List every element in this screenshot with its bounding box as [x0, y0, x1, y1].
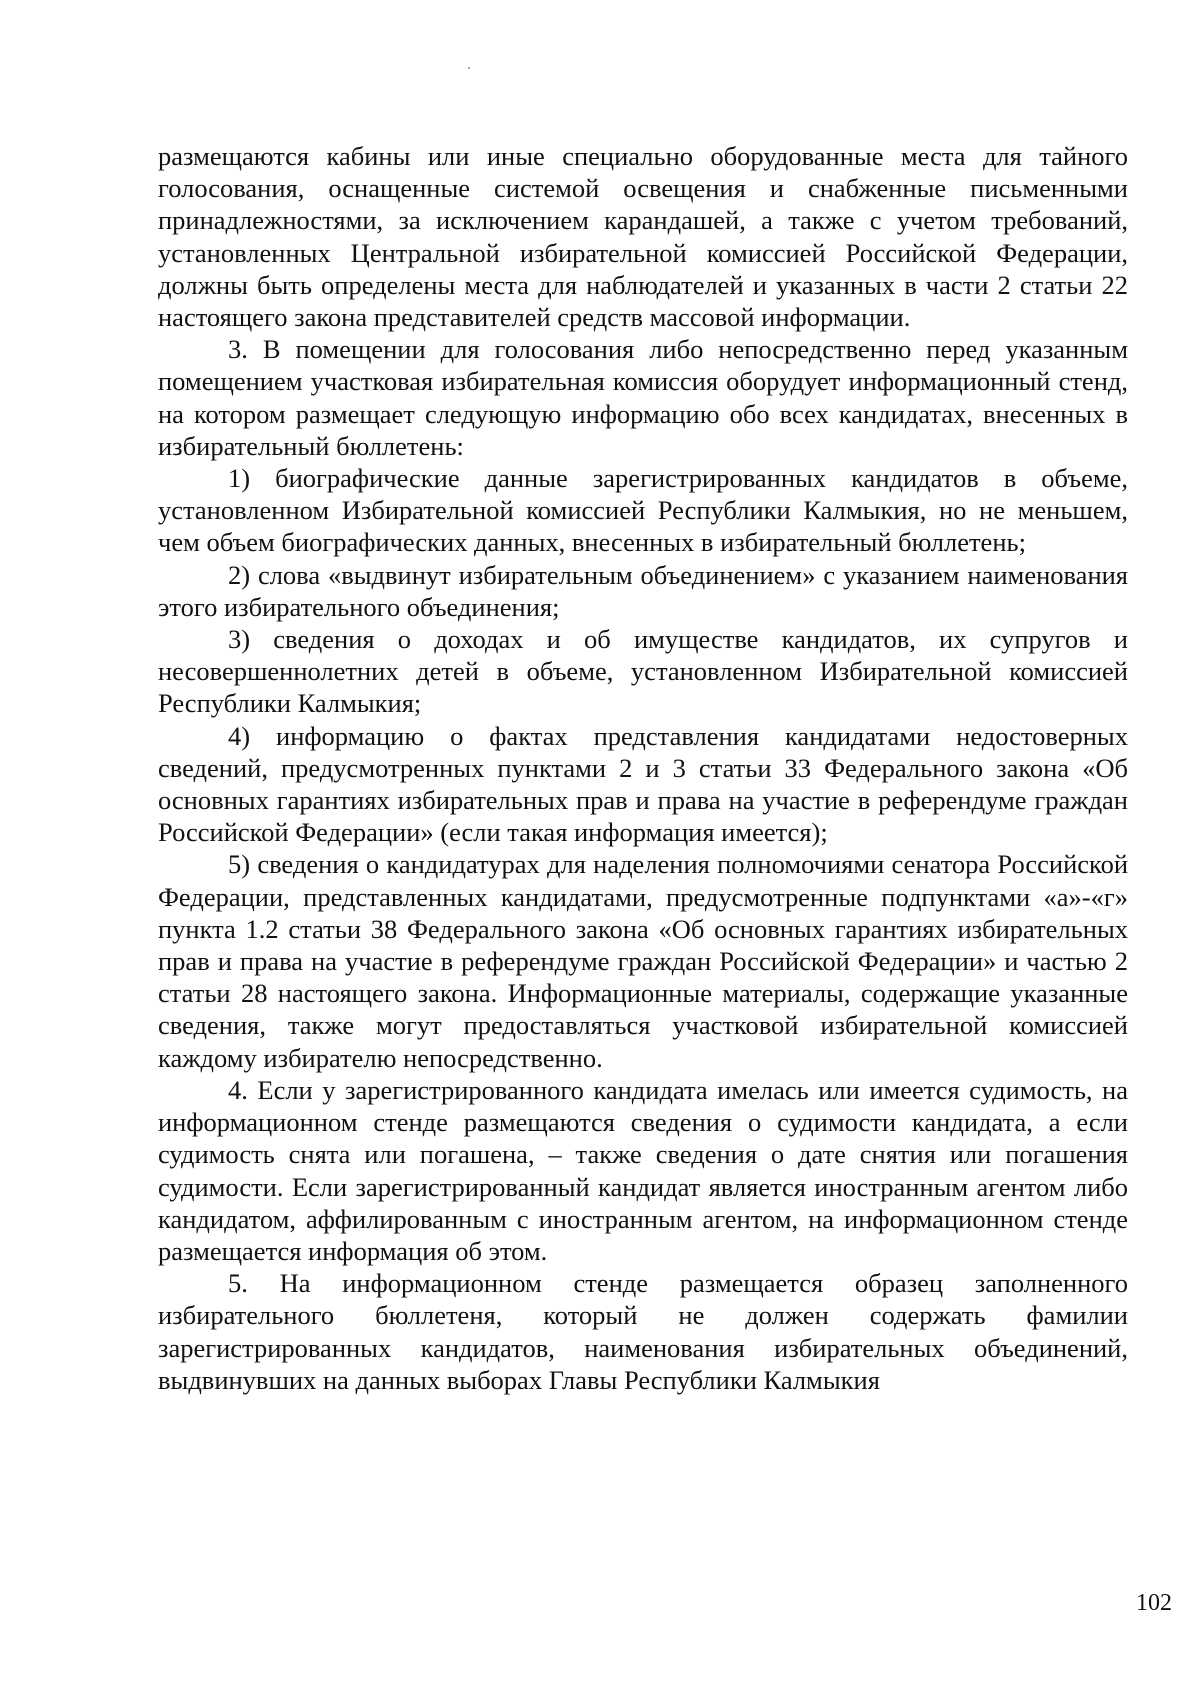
- subitem-4: 4) информацию о фактах представления кандидатами недостоверных сведений, предусмотренных пунктами 2 и 3 статьи 33 Федерального закона «Об основных гарантиях избирательных прав и права на участие в референдуме граждан Российской Федерации» (если такая информация имеется);: [158, 720, 1128, 848]
- subitem-1: 1) биографические данные зарегистрированных кандидатов в объеме, установленном Избирательной комиссией Республики Калмыкия, но не меньшем, чем объем биографических данных, внесенных в избирательный бюллетень;: [158, 463, 1128, 558]
- subitem-5: 5) сведения о кандидатурах для наделения полномочиями сенатора Российской Федерации, представленных кандидатами, предусмотренные подпунктами «а»-«г» пункта 1.2 статьи 38 Федерального закона «Об основных гарантиях избирательных прав и права на участие в референдуме граждан Российской Федерации» и частью 2 статьи 28 настоящего закона. Информационные материалы, содержащие указанные сведения, также могут предоставляться участковой избирательной комиссией каждому избирателю непосредственно.: [158, 849, 1128, 1073]
- paragraph-continuation: размещаются кабины или иные специально оборудованные места для тайного голосования, оснащенные системой освещения и снабженные письменными принадлежностями, за исключением карандашей, а также с учетом требований, установленных Центральной избирательной комиссией Российской Федерации, должны быть определены места для наблюдателей и указанных в части 2 статьи 22 настоящего закона представителей средств массовой информации.: [158, 141, 1128, 333]
- paragraph-item-3: 3. В помещении для голосования либо непосредственно перед указанным помещением участковая избирательная комиссия оборудует информационный стенд, на котором размещает следующую информацию обо всех кандидатах, внесенных в избирательный бюллетень:: [158, 334, 1128, 461]
- subitem-3: 3) сведения о доходах и об имуществе кандидатов, их супругов и несовершеннолетних детей в объеме, установленном Избирательной комиссией Республики Калмыкия;: [158, 624, 1128, 719]
- paragraph-item-4: 4. Если у зарегистрированного кандидата имелась или имеется судимость, на информационном стенде размещаются сведения о судимости кандидата, а если судимость снята или погашена, – также сведения о дате снятия или погашения судимости. Если зарегистрированный кандидат является иностранным агентом либо кандидатом, аффилированным с иностранным агентом, на информационном стенде размещается информация об этом.: [158, 1074, 1128, 1266]
- page-number: 102: [1136, 1590, 1172, 1616]
- subitem-2: 2) слова «выдвинут избирательным объединением» с указанием наименования этого избирательного объединения;: [158, 559, 1128, 622]
- scan-speck: [468, 67, 470, 69]
- paragraph-item-5: 5. На информационном стенде размещается образец заполненного избирательного бюллетеня, который не должен содержать фамилии зарегистрированных кандидатов, наименования избирательных объединений, выдвинувших на данных выборах Главы Республики Калмыкия: [158, 1268, 1128, 1395]
- document-body: [158, 140, 1128, 1396]
